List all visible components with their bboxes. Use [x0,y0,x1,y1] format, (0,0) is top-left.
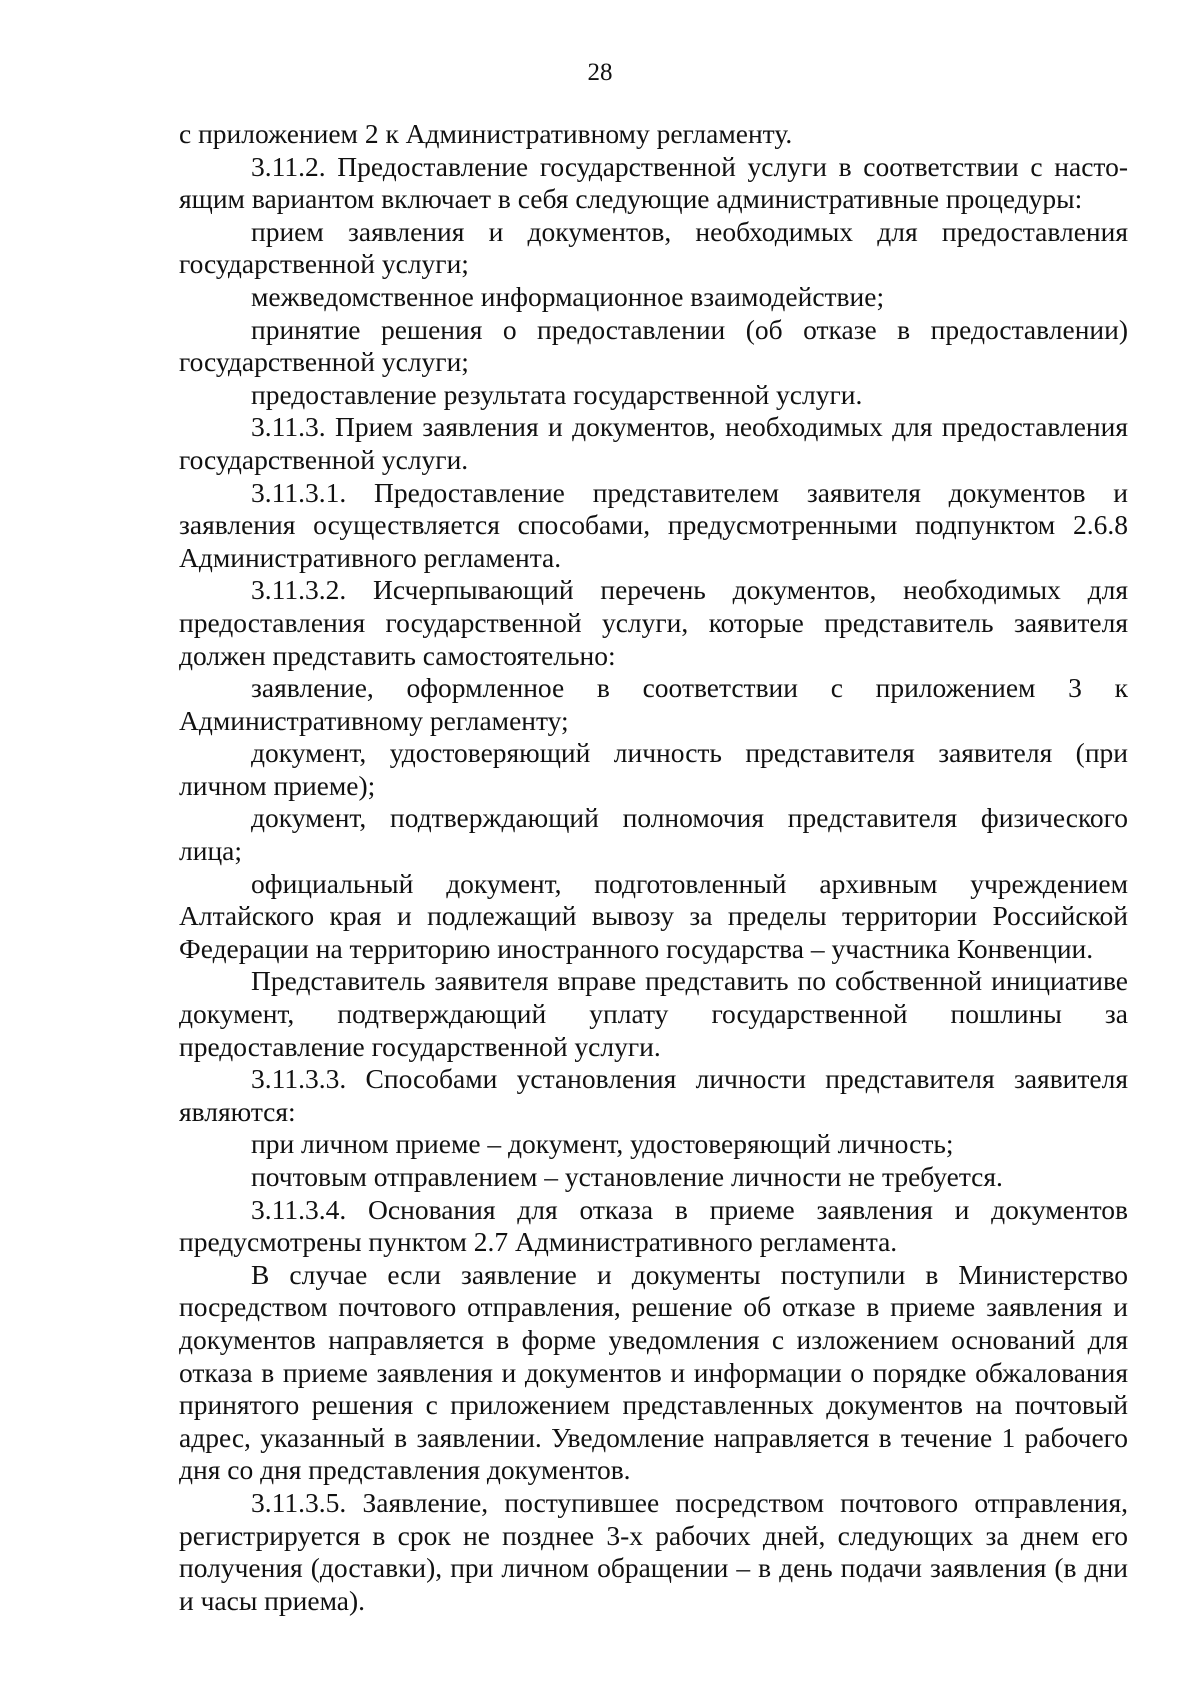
paragraph: 3.11.3. Прием заявления и документов, необходимых для предоставления государственной услуги. [179,411,1128,475]
paragraph: предоставление результата государственной услуги. [251,378,863,410]
document-body [179,118,1128,1617]
paragraph: 3.11.3.1. Предоставление представителем заявителя документов и заявления осуществляется способами, предусмотренными подпунктом 2.6.8 Административного регламента. [179,476,1128,573]
paragraph: 3.11.3.5. Заявление, поступившее посредством почтового отправления, регистрируется в срок не позднее 3-х рабочих дней, следующих за днем его получения (доставки), при личном обращении – в день подачи заявления (в дни и часы приема). [179,1486,1128,1616]
paragraph: 3.11.3.4. Основания для отказа в приеме заявления и документов предусмотрены пунктом 2.7 Административного регламента. [179,1193,1128,1258]
paragraph: Представитель заявителя вправе представить по собственной инициативе документ, подтверждающий уплату государственной пошлины за предоставление государственной услуги. [179,965,1128,1062]
paragraph: официальный документ, подготовленный архивным учреждением Алтайского края и подлежащий вывозу за пределы территории Российской Федерации на территорию иностранного государства – участника Конвенции. [179,867,1128,964]
paragraph: 3.11.3.2. Исчерпывающий перечень документов, необходимых для предоставления государственной услуги, которые представитель заявителя должен представить самостоятельно: [179,574,1128,671]
page-number: 28 [587,59,613,86]
paragraph: принятие решения о предоставлении (об отказе в предоставлении) государственной услуги; [179,313,1128,378]
paragraph: почтовым отправлением – установление личности не требуется. [251,1161,1003,1192]
paragraph: с приложением 2 к Административному регламенту. [179,118,793,149]
paragraph: 3.11.2. Предоставление государственной услуги в соответствии с настоящим вариантом включает в себя следующие административные процедуры: [179,150,1128,215]
paragraph: В случае если заявление и документы поступили в Министерство посредством почтового отправления, решение об отказе в приеме заявления и документов направляется в форме уведомления с изложением оснований для отказа в приеме заявления и документов и информации о порядке обжалования принятого решения с приложением представленных документов на почтовый адрес, указанный в заявлении. Уведомление направляется в течение 1 рабочего дня со дня представления документов. [179,1258,1128,1486]
paragraph: заявление, оформленное в соответствии с приложением 3 к Административному регламенту; [179,672,1128,736]
paragraph: документ, удостоверяющий личность представителя заявителя (при личном приеме); [179,737,1128,801]
paragraph: 3.11.3.3. Способами установления личности представителя заявителя являются: [179,1063,1128,1127]
paragraph: документ, подтверждающий полномочия представителя физического лица; [179,802,1128,867]
paragraph: при личном приеме – документ, удостоверяющий личность; [251,1128,954,1160]
paragraph: межведомственное информационное взаимодействие; [251,280,885,312]
paragraph: прием заявления и документов, необходимых для предоставления государственной услуги; [179,215,1128,280]
